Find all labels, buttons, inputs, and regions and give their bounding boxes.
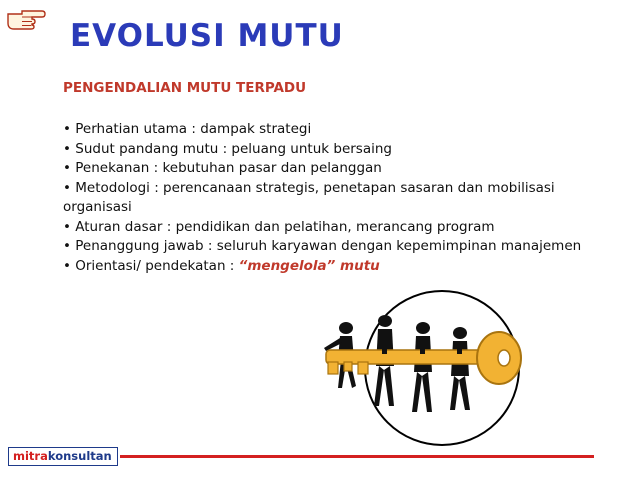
page-title: EVOLUSI MUTU	[70, 18, 344, 54]
section-subtitle: PENGENDALIAN MUTU TERPADU	[63, 80, 307, 96]
logo-part-2: konsultan	[47, 449, 112, 463]
bullet-list	[63, 120, 583, 276]
bullet-item-last	[63, 257, 583, 277]
logo-part-1: mitra	[13, 449, 48, 463]
bullet-item: • Sudut pandang mutu : peluang untuk bersaing	[63, 140, 392, 157]
bullet-item: • Penekanan : kebutuhan pasar dan pelanggan	[63, 160, 382, 176]
people-carrying-key-icon	[312, 288, 530, 446]
bullet-item: • Aturan dasar : pendidikan dan pelatihan, merancang program	[63, 218, 495, 235]
bullet-emphasis: “mengelola” mutu	[238, 257, 380, 274]
bullet-item: • Metodologi : perencanaan strategis, penetapan sasaran dan mobilisasi organisasi	[63, 179, 555, 215]
footer-divider	[120, 455, 594, 458]
pointing-hand-icon	[6, 8, 46, 30]
bullet-item: • Penanggung jawab : seluruh karyawan dengan kepemimpinan manajemen	[63, 238, 582, 254]
company-logo	[8, 447, 118, 466]
bullet-item: • Perhatian utama : dampak strategi	[63, 121, 312, 137]
bullet-prefix: • Orientasi/ pendekatan :	[63, 257, 239, 274]
